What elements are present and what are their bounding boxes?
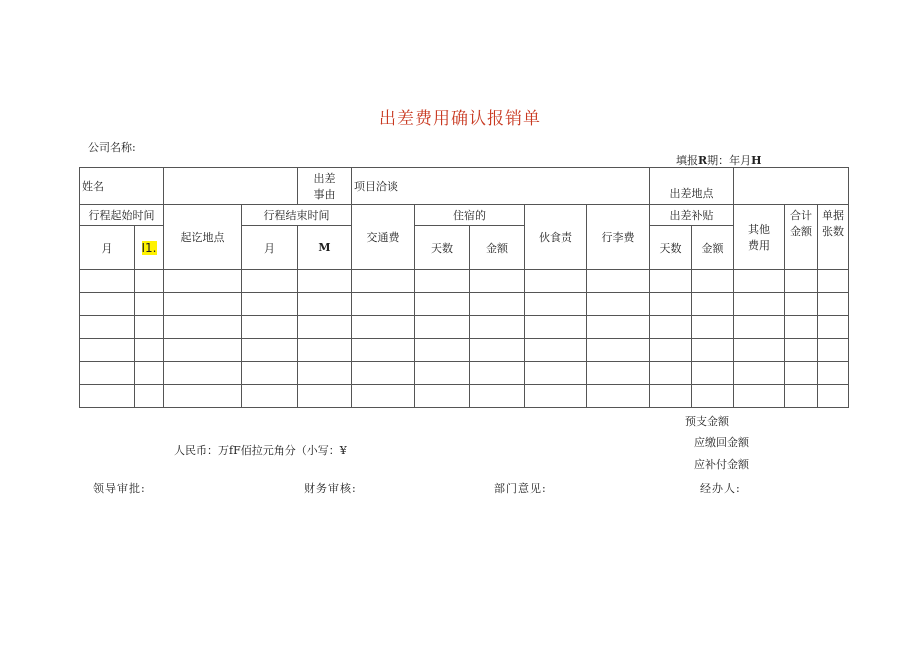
luggage-header: 行李费	[587, 205, 650, 270]
supplement-amount-label: 应补付金额	[694, 458, 749, 471]
name-field[interactable]	[164, 168, 298, 205]
leader-approval-label: 领导审批:	[93, 482, 146, 495]
subsidy-header: 出差补贴	[650, 205, 734, 226]
lodging-days-header: 天数	[415, 226, 470, 270]
lodging-header: 住宿的	[415, 205, 525, 226]
lodging-amount-header: 金额	[470, 226, 525, 270]
trip-reason-value[interactable]: 项目洽谈	[352, 168, 650, 205]
start-month-header: 月	[80, 226, 135, 270]
end-day-header: M	[298, 226, 352, 270]
table-row	[80, 362, 849, 385]
receipt-count-header: 单据 张数	[818, 205, 849, 270]
company-name-label: 公司名称:	[88, 141, 136, 154]
trip-place-field[interactable]	[734, 168, 849, 205]
transport-header: 交通费	[352, 205, 415, 270]
end-month-header: 月	[242, 226, 298, 270]
trip-reason-label: 出差 事由	[298, 168, 352, 205]
trip-place-label: 出差地点	[650, 168, 734, 205]
subsidy-amount-header: 金额	[692, 226, 734, 270]
finance-review-label: 财务审核:	[304, 482, 357, 495]
food-header: 伙食责	[525, 205, 587, 270]
table-row	[80, 293, 849, 316]
name-label: 姓名	[80, 168, 164, 205]
table-row	[80, 385, 849, 408]
from-to-place-header: 起讫地点	[164, 205, 242, 270]
table-row	[80, 316, 849, 339]
table-row	[80, 339, 849, 362]
expense-table	[79, 167, 849, 408]
total-amount-header: 合计 金额	[785, 205, 818, 270]
other-fee-header: 其他 费用	[734, 205, 785, 270]
refund-amount-label: 应缴回金额	[694, 436, 749, 449]
table-row	[80, 270, 849, 293]
advance-amount-label: 预支金额	[685, 415, 729, 428]
handler-label: 经办人:	[700, 482, 741, 495]
start-time-header: 行程起始时间	[80, 205, 164, 226]
end-time-header: 行程结束时间	[242, 205, 352, 226]
start-day-header: I1.	[135, 226, 164, 270]
dept-opinion-label: 部门意见:	[494, 482, 547, 495]
rmb-amount-label: 人民币：万fF佰拉元角分（小写：¥	[174, 444, 347, 457]
fill-date: 填报R期：年月H	[676, 154, 762, 167]
subsidy-days-header: 天数	[650, 226, 692, 270]
form-title: 出差费用确认报销单	[379, 109, 541, 129]
